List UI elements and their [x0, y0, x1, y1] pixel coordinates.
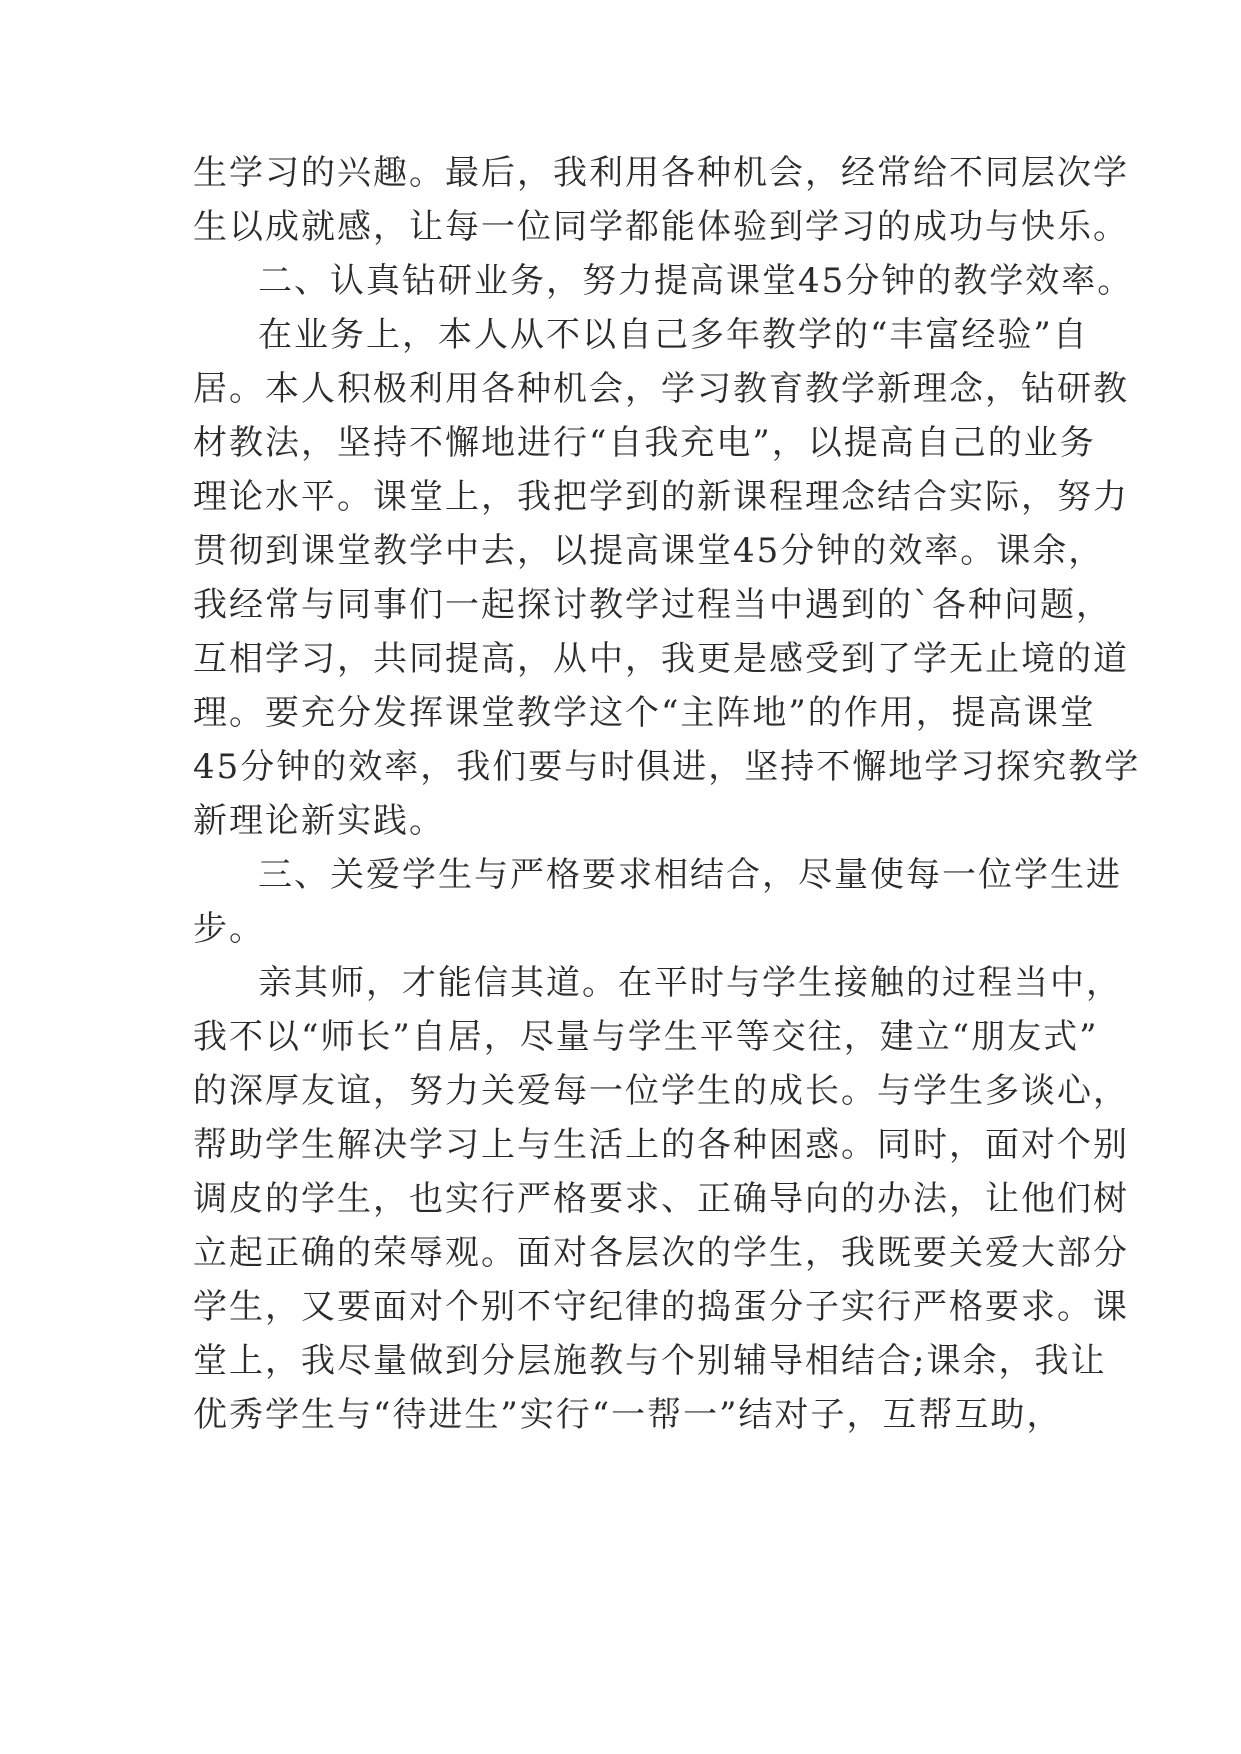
text-line: 材教法，坚持不懈地进行“自我充电”，以提高自己的业务 [193, 423, 1096, 463]
text-line: 我经常与同事们一起探讨教学过程当中遇到的`各种问题， [193, 585, 1112, 625]
text-line: 帮助学生解决学习上与生活上的各种困惑。同时，面对个别 [193, 1125, 1129, 1165]
text-line: 45分钟的效率，我们要与时俱进，坚持不懈地学习探究教学 [193, 747, 1141, 787]
section-heading-continued: 步。 [193, 909, 265, 949]
text-line: 我不以“师长”自居，尽量与学生平等交往，建立“朋友式” [193, 1017, 1099, 1057]
text-line: 亲其师，才能信其道。在平时与学生接触的过程当中， [258, 963, 1122, 1003]
text-line: 堂上，我尽量做到分层施教与个别辅导相结合;课余，我让 [193, 1341, 1107, 1381]
text-line: 生学习的兴趣。最后，我利用各种机会，经常给不同层次学 [193, 153, 1129, 193]
text-line: 理。要充分发挥课堂教学这个“主阵地”的作用，提高课堂 [193, 693, 1096, 733]
text-line: 学生，又要面对个别不守纪律的捣蛋分子实行严格要求。课 [193, 1287, 1129, 1327]
section-heading: 三、关爱学生与严格要求相结合，尽量使每一位学生进 [258, 855, 1122, 895]
text-line: 互相学习，共同提高，从中，我更是感受到了学无止境的道 [193, 639, 1129, 679]
text-line: 在业务上，本人从不以自己多年教学的“丰富经验”自 [258, 315, 1089, 355]
text-line: 新理论新实践。 [193, 801, 445, 841]
text-line: 立起正确的荣辱观。面对各层次的学生，我既要关爱大部分 [193, 1233, 1129, 1273]
text-line: 居。本人积极利用各种机会，学习教育教学新理念，钻研教 [193, 369, 1129, 409]
text-line: 贯彻到课堂教学中去，以提高课堂45分钟的效率。课余， [193, 531, 1105, 571]
text-line: 的深厚友谊，努力关爱每一位学生的成长。与学生多谈心， [193, 1071, 1129, 1111]
text-line: 生以成就感，让每一位同学都能体验到学习的成功与快乐。 [193, 207, 1129, 247]
text-line: 理论水平。课堂上，我把学到的新课程理念结合实际，努力 [193, 477, 1129, 517]
section-heading: 二、认真钻研业务，努力提高课堂45分钟的教学效率。 [258, 261, 1134, 301]
text-line: 调皮的学生，也实行严格要求、正确导向的办法，让他们树 [193, 1179, 1129, 1219]
text-line: 优秀学生与“待进生”实行“一帮一”结对子，互帮互助， [193, 1395, 1063, 1435]
